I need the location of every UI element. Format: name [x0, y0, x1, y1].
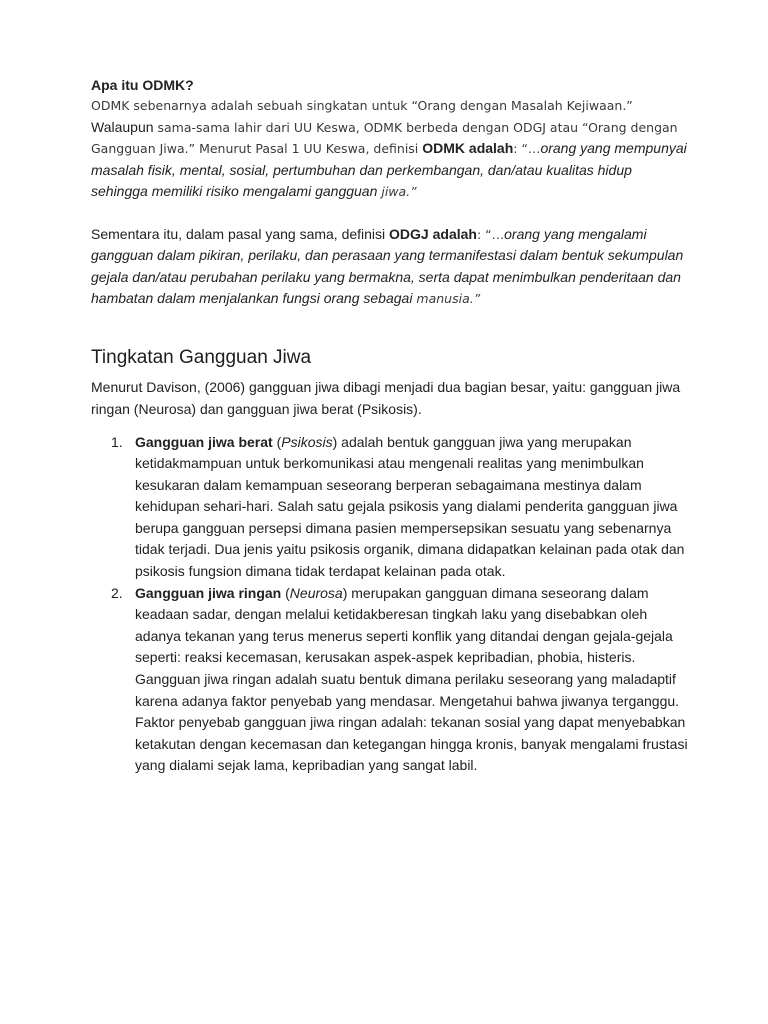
odmk-definition-italic: orang yang mempunyai masalah fisik, mental, sosial, pertumbuhan dan perkembangan, dan/atau kualitas hidup sehingga memiliki risiko mengalami gangguan: [91, 140, 687, 199]
odgj-definition-italic: orang yang mengalami gangguan dalam pikiran, perilaku, dan perasaan yang termanifestasi dalam bentuk sekumpulan gejala dan/atau perubahan perilaku yang bermakna, serta dapat menimbulkan penderitaan dan hambatan dalam menjalankan fungsi orang sebagai: [91, 225, 684, 306]
odgj-adalah-bold: ODGJ adalah: [389, 225, 477, 242]
odgj-colon: : “…: [476, 226, 505, 242]
odmk-adalah-bold: ODMK adalah: [422, 140, 514, 156]
gangguan-list: [91, 432, 691, 778]
list-item-open-paren: (: [281, 584, 290, 601]
odmk-definition-end: jiwa.”: [377, 184, 417, 199]
list-item-italic-term: Neurosa: [289, 584, 343, 601]
odmk-colon: : “…: [513, 141, 541, 156]
list-item-italic-term: Psikosis: [281, 433, 333, 450]
odgj-definition-paragraph: [91, 224, 691, 310]
list-item-open-paren: (: [272, 433, 282, 450]
list-item-number: 2.: [111, 584, 123, 601]
odmk-question-title: Apa itu ODMK?: [91, 77, 194, 93]
list-item-text: ) adalah bentuk gangguan jiwa yang merupakan ketidakmampuan untuk berkomunikasi atau mengenali realitas yang menimbulkan kesukaran dalam kemampuan seseorang berperan sebagaimana mestinya dalam kehidupan sehari-hari. Salah satu gejala psikosis yang dialami penderita gangguan jiwa berupa gangguan persepsi dimana pasien mempersepsikan sesuatu yang sebenarnya tidak terjadi. Dua jenis yaitu psikosis organik, dimana didapatkan kelainan pada otak dan psikosis fungsion dimana tidak terdapat kelainan pada otak.: [135, 433, 685, 580]
odmk-intro-text: ODMK sebenarnya adalah sebuah singkatan untuk “Orang dengan Masalah Kejiwaan.”: [91, 98, 633, 113]
section-intro-paragraph: Menurut Davison, (2006) gangguan jiwa dibagi menjadi dua bagian besar, yaitu: gangguan jiwa ringan (Neurosa) dan gangguan jiwa berat (Psikosis).: [91, 378, 681, 417]
section-heading: Tingkatan Gangguan Jiwa: [91, 346, 312, 368]
odmk-compare-text: sama-sama lahir dari UU Keswa, ODMK berbeda dengan ODGJ atau “Orang dengan Gangguan Jiwa.” Menurut Pasal 1 UU Keswa, definisi: [91, 119, 678, 156]
list-item: [91, 583, 691, 777]
odmk-definition-paragraph: [91, 95, 691, 203]
document-content: [91, 75, 691, 777]
spacer: [91, 203, 691, 224]
odgj-intro-text: Sementara itu, dalam pasal yang sama, definisi: [91, 225, 390, 242]
list-item-text: ) merupakan gangguan dimana seseorang dalam keadaan sadar, dengan melalui ketidakberesan tingkah laku yang disebabkan oleh adanya tekanan yang terus menerus seperti konflik yang ditandai dengan gejala-gejala seperti: reaksi kecemasan, kerusakan aspek-aspek kepribadian, phobia, histeris. Gangguan jiwa ringan adalah suatu bentuk dimana perilaku seseorang yang maladaptif karena adanya faktor penyebab yang mendasar. Mengetahui bahwa jiwanya terganggu. Faktor penyebab gangguan jiwa ringan adalah: tekanan sosial yang dapat menyebabkan ketakutan dengan kecemasan dan ketegangan hingga kronis, banyak mengalami frustasi yang dialami sejak lama, kepribadian yang sangat labil.: [135, 584, 688, 774]
odmk-walaupun-text: Walaupun: [91, 118, 154, 135]
list-item-bold-term: Gangguan jiwa berat: [135, 433, 273, 450]
list-item-bold-term: Gangguan jiwa ringan: [135, 584, 282, 601]
list-item-number: 1.: [111, 433, 123, 450]
list-item: [91, 432, 691, 583]
odgj-definition-end: manusia.”: [412, 291, 481, 306]
